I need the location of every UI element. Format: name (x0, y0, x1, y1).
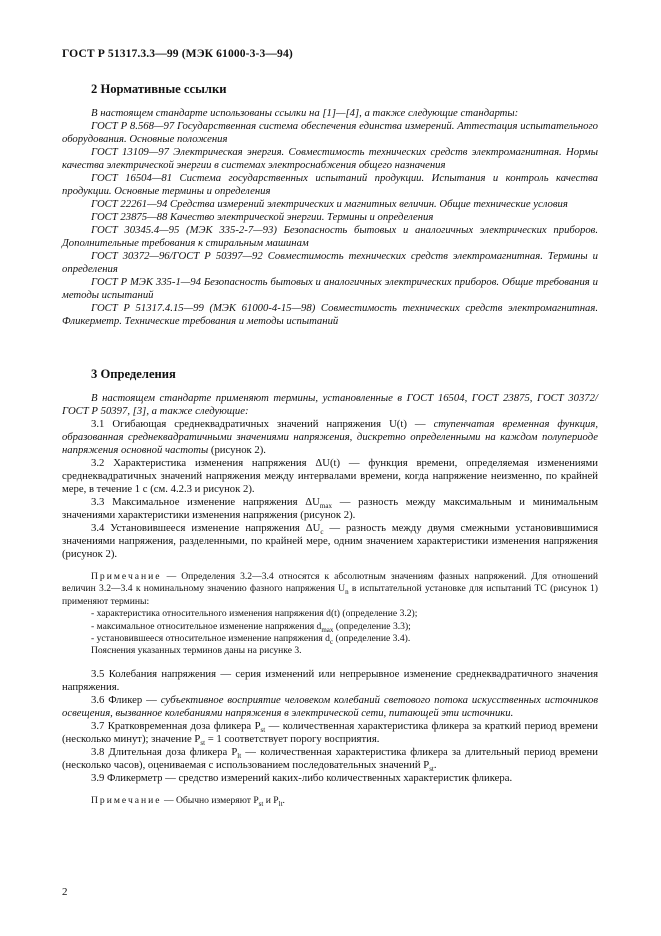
reference-item: ГОСТ 22261—94 Средства измерений электрических и магнитных величин. Общие технические условия (91, 198, 568, 210)
note-tail: Пояснения указанных терминов даны на рисунке 3. (91, 645, 302, 657)
note-label: Примечание (91, 794, 162, 806)
definitions-continued (62, 668, 598, 785)
note-label: Примечание (91, 571, 162, 582)
reference-item: ГОСТ 13109—97 Электрическая энергия. Совместимость технических средств электромагнитная. Нормы качества электрической энергии в системах электроснабжения общего назначения (62, 146, 598, 171)
note-flicker: Примечание — Обычно измеряют $P_{st}$ и $P_{lt}$. (91, 794, 285, 808)
section-3-heading: 3 Определения (91, 367, 176, 381)
section-2-heading: 2 Нормативные ссылки (91, 82, 227, 96)
definition-3-8: 3.8 Длительная доза фликера $P_{lt}$ — количественная характеристика фликера за длительный период времени (несколько часов), оцениваемая с использованием последовательных значений $P_{st}$. (62, 745, 598, 773)
note-item: - максимальное относительное изменение напряжения $d_{max}$ (определение 3.3); (91, 620, 411, 634)
definitions (62, 392, 598, 807)
note-item: - характеристика относительного изменения напряжения d(t) (определение 3.2); (91, 608, 418, 620)
definition-3-4: 3.4 Установившееся изменение напряжения $\Delta U_c$ — разность между двумя смежными установившимися значениями напряжения, разделенными, по крайней мере, одним значением характеристики изменения напряжения (рисунок 2). (62, 522, 598, 560)
definition-3-6: 3.6 Фликер — субъективное восприятие человеком колебаний светового потока искусственных источников освещения, вызванное колебаниями напряжения в электрической сети, питающей эти источники. (62, 693, 598, 719)
reference-item: ГОСТ 30345.4—95 (МЭК 335-2-7—93) Безопасность бытовых и аналогичных электрических приборов. Дополнительные требования к стиральным машинам (62, 224, 598, 249)
definitions-intro: В настоящем стандарте применяют термины, установленные в ГОСТ 16504, ГОСТ 23875, ГОСТ 30372/ГОСТ Р 50397, [3], а также следующие: (62, 392, 598, 417)
reference-item: ГОСТ Р 51317.4.15—99 (МЭК 61000-4-15—98) Совместимость технических средств электромагнитная. Фликерметр. Технические требования и методы испытаний (62, 302, 598, 327)
note-definitions: Примечание — Определения 3.2—3.4 относятся к абсолютным значениям фазных напряжений. Для отношений величин 3.2—3.4 к номинальному значению фазного напряжения $U_n$ в испытательной установке для испытаний ТС (рисунок 1) применяют термины: - характеристика относительного изменения напряжения d(t) (определение 3.2); - максимальное относительное изменение напряжения $d_{max}$ (определение 3.3); - установившееся относительное изменение напряжения $d_c$ (определение 3.4). Пояснения указанных терминов даны на рисунке 3. (62, 571, 599, 657)
definition-3-1: 3.1 Огибающая среднеквадратичных значений напряжения U(t) — ступенчатая временная функция, образованная среднеквадратичными значениями напряжения, дискретно определенными на каждом полупериоде напряжения основной частоты (рисунок 2). (62, 418, 599, 456)
definition-3-5: 3.5 Колебания напряжения — серия изменений или непрерывное изменение среднеквадратичного значения напряжения. (62, 667, 599, 693)
note-item: - установившееся относительное изменение напряжения $d_c$ (определение 3.4). (91, 633, 411, 646)
running-header: ГОСТ Р 51317.3.3—99 (МЭК 61000-3-3—94) (62, 47, 293, 60)
references-intro: В настоящем стандарте использованы ссылки на [1]—[4], а также следующие стандарты: (91, 107, 519, 119)
reference-item: ГОСТ 16504—81 Система государственных испытаний продукции. Испытания и контроль качества продукции. Основные термины и определения (62, 172, 598, 197)
definition-3-7: 3.7 Кратковременная доза фликера $P_{st}$ — количественная характеристика фликера за краткий период времени (несколько минут); значение $P_{st} = 1$ соответствует порогу восприятия. (62, 719, 599, 747)
reference-item: ГОСТ Р МЭК 335-1—94 Безопасность бытовых и аналогичных электрических приборов. Общие требования и методы испытаний (62, 276, 598, 301)
normative-references (62, 107, 598, 328)
definition-3-9: 3.9 Фликерметр — средство измерений каких-либо количественных характеристик фликера. (91, 771, 513, 784)
definition-3-2: 3.2 Характеристика изменения напряжения ΔU(t) — функция времени, определяемая изменениями среднеквадратичных значений напряжения между интервалами времени, когда напряжение неизменно, по крайней мере, в течение 1 с (см. 4.2.3 и рисунок 2). (62, 457, 599, 495)
reference-item: ГОСТ 23875—88 Качество электрической энергии. Термины и определения (91, 211, 434, 223)
reference-item: ГОСТ 30372—96/ГОСТ Р 50397—92 Совместимость технических средств электромагнитная. Термины и определения (62, 250, 598, 275)
page-number: 2 (62, 886, 68, 898)
reference-item: ГОСТ Р 8.568—97 Государственная система обеспечения единства измерений. Аттестация испытательного оборудования. Основные положения (62, 120, 598, 145)
definition-3-3: 3.3 Максимальное изменение напряжения $\Delta U_{max}$ — разность между максимальным и минимальным значениями характеристики изменения напряжения (рисунок 2). (62, 496, 599, 521)
